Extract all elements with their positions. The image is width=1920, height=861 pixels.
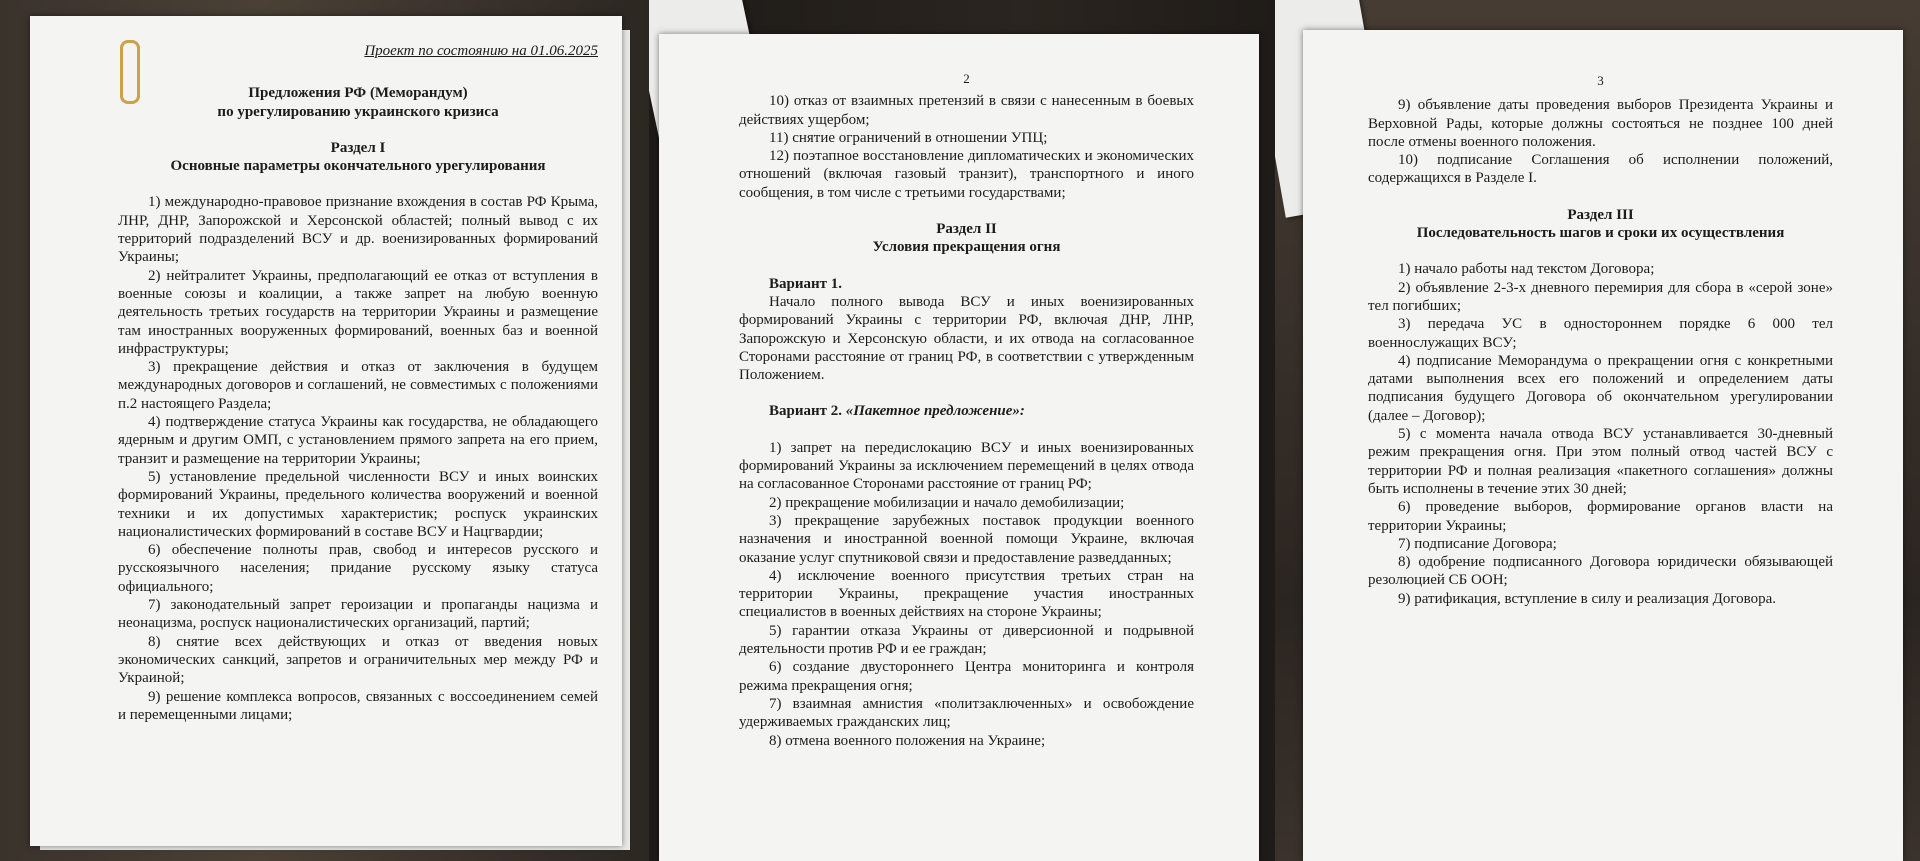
list-item: 2) нейтралитет Украины, предполагающий ее отказ от вступления в военные союзы и коалиции, а также запрет на любую военную деятельность третьих государств на территории Украины и размещение там иностранных вооруженных формирований, военных баз и военной инфраструктуры; <box>118 267 598 357</box>
list-item: 6) создание двустороннего Центра мониторинга и контроля режима прекращения огня; <box>739 659 1194 694</box>
page-3-text <box>1368 72 1833 608</box>
photo-page-3 <box>1275 0 1920 861</box>
list-item: 10) отказ от взаимных претензий в связи с нанесенным в боевых действиях ущербом; <box>739 93 1194 128</box>
list-item: 1) международно-правовое признание вхождения в состав РФ Крыма, ЛНР, ДНР, Запорожской и Херсонской областей; полный вывод с их территорий подразделений ВСУ и др. военизированных формирований Украины; <box>118 194 598 266</box>
document-title-line-1: Предложения РФ (Меморандум) <box>248 85 468 102</box>
section-2-title: Условия прекращения огня <box>872 239 1061 256</box>
photo-page-2 <box>649 0 1275 861</box>
page-1-text <box>118 42 598 724</box>
list-item: 7) взаимная амнистия «политзаключенных» и освобождение удерживаемых гражданских лиц; <box>739 695 1194 731</box>
photo-page-1 <box>0 0 649 861</box>
document-page-3 <box>1303 30 1903 861</box>
document-title-line-2: по урегулированию украинского кризиса <box>217 103 499 120</box>
list-item: 8) одобрение подписанного Договора юридически обязывающей резолюцией СБ ООН; <box>1368 554 1833 589</box>
list-item: 5) с момента начала отвода ВСУ устанавливается 30-дневный режим прекращения огня. При этом полный отвод частей ВСУ с территории РФ и полная реализация «пакетного соглашения» должны быть исполнены в течение этих 30 дней; <box>1368 426 1833 497</box>
section-3-title: Последовательность шагов и сроки их осуществления <box>1416 225 1785 242</box>
list-item: 10) подписание Соглашения об исполнении положений, содержащихся в Разделе I. <box>1368 152 1833 187</box>
list-item: 7) подписание Договора; <box>1398 535 1557 552</box>
list-item: 5) гарантии отказа Украины от диверсионной и подрывной деятельности против РФ и ее граждан; <box>739 622 1194 658</box>
draft-date-note: Проект по состоянию на 01.06.2025 <box>364 43 598 59</box>
list-item: 1) начало работы над текстом Договора; <box>1398 261 1655 278</box>
list-item: 8) отмена военного положения на Украине; <box>769 732 1046 749</box>
list-item: 3) прекращение действия и отказ от заключения в будущем международных договоров и соглашений, не совместимых с положениями п.2 настоящего Раздела; <box>118 359 598 412</box>
variant-1-label: Вариант 1. <box>769 275 843 292</box>
list-item: 11) снятие ограничений в отношении УПЦ; <box>769 129 1048 146</box>
list-item: 9) объявление даты проведения выборов Президента Украины и Верховной Рады, которые должны состояться не позднее 100 дней после отмены военного положения. <box>1368 97 1833 150</box>
list-item: 4) подписание Меморандума о прекращении огня с конкретными датами выполнения всех его положений и определением даты подписания будущего Договора об окончательном урегулировании (далее – Договор); <box>1368 352 1833 424</box>
list-item: 2) прекращение мобилизации и начало демобилизации; <box>769 494 1125 511</box>
variant-2-title: «Пакетное предложение»: <box>845 403 1025 420</box>
page-number: 3 <box>1597 73 1604 88</box>
document-page-1 <box>30 16 622 846</box>
page-number: 2 <box>963 71 970 86</box>
list-item: 9) ратификация, вступление в силу и реализация Договора. <box>1398 590 1777 607</box>
list-item: 4) подтверждение статуса Украины как государства, не обладающего ядерным и другим ОМП, с установлением прямого запрета на его прием, транзит и размещение на территории Украины; <box>118 414 598 467</box>
variant-1-text: Начало полного вывода ВСУ и иных военизированных формирований Украины с территории РФ, включая ДНР, ЛНР, Запорожскую и Херсонскую области, и их отвода на согласованное Сторонами расстояние от границ РФ, в соответствии с утвержденным Положением. <box>739 293 1194 384</box>
list-item: 9) решение комплекса вопросов, связанных с воссоединением семей и перемещенными лицами; <box>118 688 598 723</box>
list-item: 6) проведение выборов, формирование органов власти на территории Украины; <box>1368 499 1833 534</box>
list-item: 3) прекращение зарубежных поставок продукции военного назначения и иностранной военной помощи Украине, включая оказание услуг спутниковой связи и предоставление разведданных; <box>739 512 1194 566</box>
list-item: 4) исключение военного присутствия третьих стран на территории Украины, прекращение участия иностранных специалистов в военных действиях на стороне Украины; <box>739 567 1194 621</box>
variant-2-heading <box>739 402 1194 420</box>
list-item: 1) запрет на передислокацию ВСУ и иных военизированных формирований Украины за исключением перемещений в целях отвода на согласованное Сторонами расстояние от границ РФ; <box>739 439 1194 493</box>
document-page-2 <box>659 34 1259 861</box>
section-1-label: Раздел I <box>330 139 386 156</box>
list-item: 6) обеспечение полноты прав, свобод и интересов русского и русскоязычного населения; придание русскому языку статуса официального; <box>118 542 598 595</box>
list-item: 3) передача УС в одностороннем порядке 6 000 тел военнослужащих ВСУ; <box>1368 316 1833 351</box>
page-2-text <box>739 70 1194 750</box>
list-item: 2) объявление 2-3-х дневного перемирия для сбора в «серой зоне» тел погибших; <box>1368 279 1833 314</box>
section-3-label: Раздел III <box>1567 206 1634 223</box>
list-item: 8) снятие всех действующих и отказ от введения новых экономических санкций, запретов и ограничительных мер между РФ и Украиной; <box>118 633 598 687</box>
variant-2-label: Вариант 2. <box>769 403 843 420</box>
section-2-label: Раздел II <box>936 221 997 238</box>
list-item: 12) поэтапное восстановление дипломатических и экономических отношений (включая газовый транзит), транспортного и иного сообщения, в том числе с третьими государствами; <box>739 148 1194 201</box>
list-item: 5) установление предельной численности ВСУ и иных воинских формирований Украины, предельного количества вооружений и военной техники и их допустимых характеристик; роспуск украинских националистических формирований в составе ВСУ и Нацгвардии; <box>118 468 598 540</box>
list-item: 7) законодательный запрет героизации и пропаганды нацизма и неонацизма, роспуск националистических организаций, партий; <box>118 597 598 632</box>
section-1-title: Основные параметры окончательного урегулирования <box>170 158 546 175</box>
